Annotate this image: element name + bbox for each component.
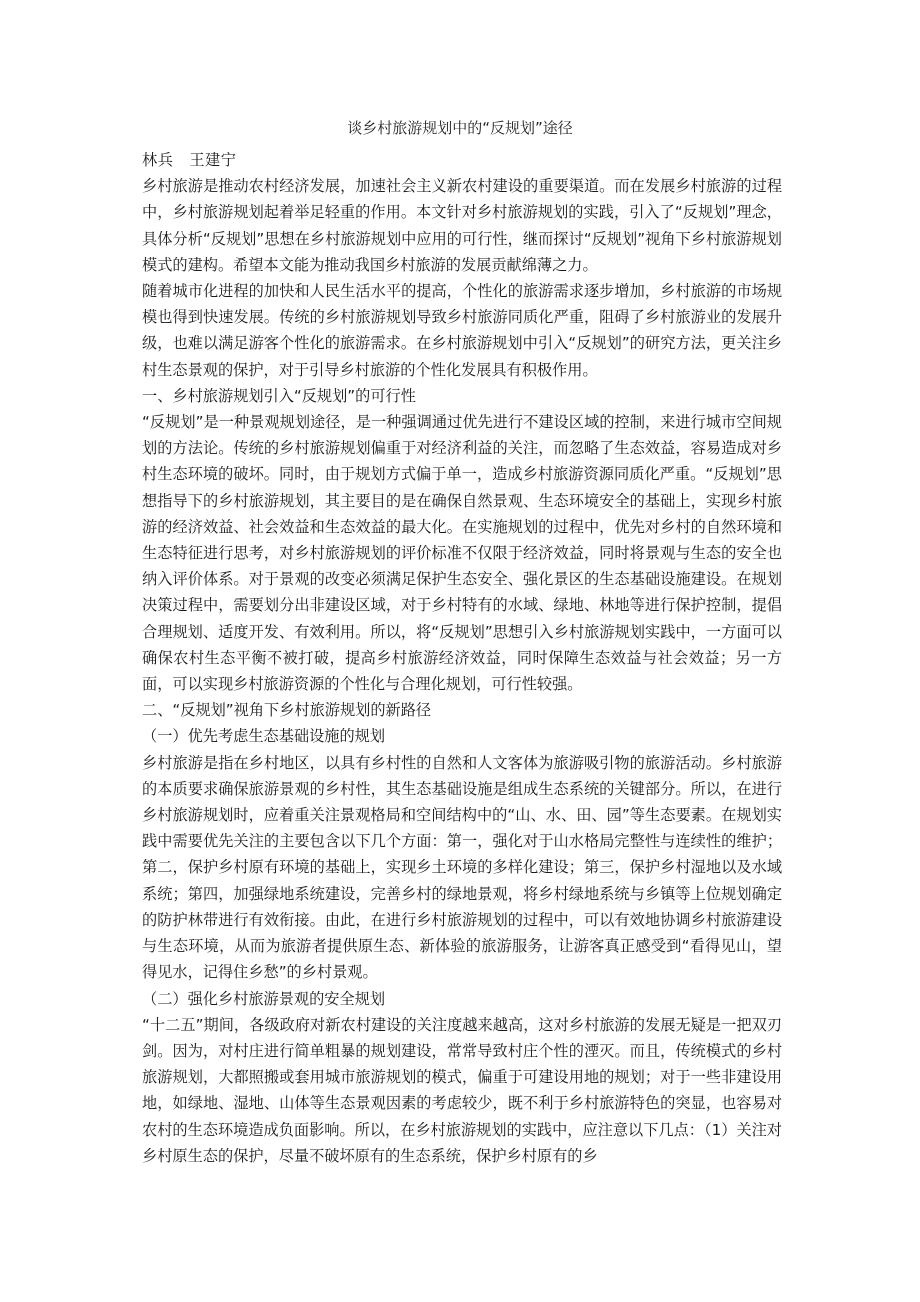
subsection-heading: （一）优先考虑生态基础设施的规划	[142, 727, 385, 746]
document-body	[142, 147, 782, 1169]
section-heading: 一、乡村旅游规划引入“反规划”的可行性	[142, 386, 416, 405]
author-name: 林兵	[142, 151, 174, 169]
author-line	[142, 147, 782, 173]
intro-paragraph: 随着城市化进程的加快和人民生活水平的提高，个性化的旅游需求逐步增加，乡村旅游的市场规模也得到快速发展。传统的乡村旅游规划导致乡村旅游同质化严重，阻碍了乡村旅游业的发展升级，也难以满足游客个性化的旅游需求。在乡村旅游规划中引入“反规划”的研究方法，更关注乡村生态景观的保护，对于引导乡村旅游的个性化发展具有积极作用。	[142, 282, 782, 379]
body-paragraph: “反规划”是一种景观规划途径，是一种强调通过优先进行不建设区域的控制，来进行城市空间规划的方法论。传统的乡村旅游规划偏重于对经济利益的关注，而忽略了生态效益，容易造成对乡村生态环境的破坏。同时，由于规划方式偏于单一，造成乡村旅游资源同质化严重。“反规划”思想指导下的乡村旅游规划，其主要目的是在确保自然景观、生态环境安全的基础上，实现乡村旅游的经济效益、社会效益和生态效益的最大化。在实施规划的过程中，优先对乡村的自然环境和生态特征进行思考，对乡村旅游规划的评价标准不仅限于经济效益，同时将景观与生态的安全也纳入评价体系。对于景观的改变必须满足保护生态安全、强化景区的生态基础设施建设。在规划决策过程中，需要划分出非建设区域，对于乡村特有的水域、绿地、林地等进行保护控制，提倡合理规划、适度开发、有效利用。所以，将“反规划”思想引入乡村旅游规划实践中，一方面可以确保农村生态平衡不被打破，提高乡村旅游经济效益，同时保障生态效益与社会效益；另一方面，可以实现乡村旅游资源的个性化与合理化规划，可行性较强。	[142, 413, 782, 694]
subsection-heading: （二）强化乡村旅游景观的安全规划	[142, 989, 385, 1008]
author-name: 王建宁	[189, 151, 237, 169]
abstract-paragraph: 乡村旅游是推动农村经济发展，加速社会主义新农村建设的重要渠道。而在发展乡村旅游的过程中，乡村旅游规划起着举足轻重的作用。本文针对乡村旅游规划的实践，引入了“反规划”理念，具体分析“反规划”思想在乡村旅游规划中应用的可行性，继而探讨“反规划”视角下乡村旅游规划模式的建构。希望本文能为推动我国乡村旅游的发展贡献绵薄之力。	[142, 177, 782, 274]
body-paragraph: “十二五”期间，各级政府对新农村建设的关注度越来越高，这对乡村旅游的发展无疑是一把双刃剑。因为，对村庄进行简单粗暴的规划建设，常常导致村庄个性的湮灭。而且，传统模式的乡村旅游规划，大都照搬或套用城市旅游规划的模式，偏重于可建设用地的规划；对于一些非建设用地，如绿地、湿地、山体等生态景观因素的考虑较少，既不利于乡村旅游特色的突显，也容易对农村的生态环境造成负面影响。所以，在乡村旅游规划的实践中，应注意以下几点：（1）关注对乡村原生态的保护，尽量不破坏原有的生态系统，保护乡村原有的乡	[142, 1015, 782, 1165]
document-title: 谈乡村旅游规划中的“反规划”途径	[347, 119, 573, 137]
body-paragraph: 乡村旅游是指在乡村地区，以具有乡村性的自然和人文客体为旅游吸引物的旅游活动。乡村旅游的本质要求确保旅游景观的乡村性，其生态基础设施是组成生态系统的关键部分。所以，在进行乡村旅游规划时，应着重关注景观格局和空间结构中的“山、水、田、园”等生态要素。在规划实践中需要优先关注的主要包含以下几个方面：第一，强化对于山水格局完整性与连续性的维护；第二，保护乡村原有环境的基础上，实现乡土环境的多样化建设；第三，保护乡村湿地以及水域系统；第四，加强绿地系统建设，完善乡村的绿地景观，将乡村绿地系统与乡镇等上位规划确定的防护林带进行有效衔接。由此，在进行乡村旅游规划的过程中，可以有效地协调乡村旅游建设与生态环境，从而为旅游者提供原生态、新体验的旅游服务，让游客真正感受到“看得见山，望得见水，记得住乡愁”的乡村景观。	[142, 753, 782, 982]
section-heading: 二、“反规划”视角下乡村旅游规划的新路径	[142, 701, 432, 720]
